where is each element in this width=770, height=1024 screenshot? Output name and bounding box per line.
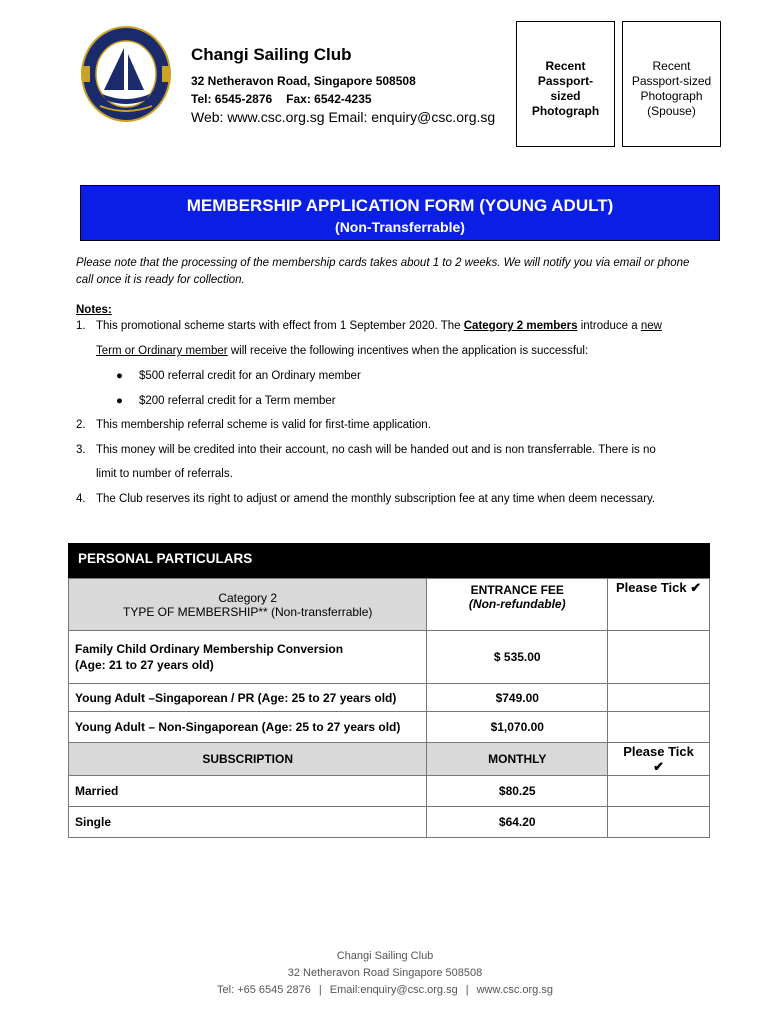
membership-fee-table <box>68 578 710 838</box>
bullet-icon: ● <box>116 370 123 382</box>
personal-particulars-heading: PERSONAL PARTICULARS <box>68 543 710 578</box>
club-name: Changi Sailing Club <box>191 45 352 64</box>
club-info <box>191 45 495 125</box>
table-row: Single $64.20 <box>69 807 710 838</box>
notes-section: Notes: 1. This promotional scheme starts with effect from 1 September 2020. The Category 2 members introduce a new Term or Ordinary member will receive the following incentives when the application is successful: ● $500 referral credit for an Ordinary member ● $200 referral credit for a Term member 2. This membership referral scheme is valid for first-time application. 3. This money will be credited into their account, no cash will be handed out and is non transferrable. There is no limit to number of referrals. 4. The Club reserves its right to adjust or amend the monthly subscription fee at any time when deem necessary. <box>76 304 716 316</box>
tick-cell[interactable] <box>608 712 710 743</box>
col-please-tick: Please Tick ✔ <box>608 579 710 631</box>
tick-cell[interactable] <box>608 631 710 684</box>
form-title-band <box>80 185 720 241</box>
club-logo <box>80 24 172 128</box>
notes-heading: Notes: <box>76 304 112 316</box>
club-web-email: Web: www.csc.org.sg Email: enquiry@csc.org.sg <box>191 109 496 125</box>
table-header-row <box>69 579 710 631</box>
intro-note: Please note that the processing of the membership cards takes about 1 to 2 weeks. We will notify you via email or phone call once it is ready for collection. <box>76 257 690 286</box>
table-row: Family Child Ordinary Membership Conversion (Age: 21 to 27 years old) $ 535.00 <box>69 631 710 684</box>
tick-cell[interactable] <box>608 684 710 712</box>
photo-box-applicant[interactable]: Recent Passport- sized Photograph <box>516 21 615 147</box>
col-membership-type: Category 2 TYPE OF MEMBERSHIP** (Non-transferrable) <box>69 579 427 631</box>
subscription-header-row: SUBSCRIPTION MONTHLY Please Tick ✔ <box>69 743 710 776</box>
page-footer: Changi Sailing Club 32 Netheravon Road Singapore 508508 Tel: +65 6545 2876 | Email:enquiry@csc.org.sg | www.csc.org.sg <box>217 950 553 996</box>
club-fax: Fax: 6542-4235 <box>286 92 372 106</box>
tick-cell[interactable] <box>608 776 710 807</box>
bullet-icon: ● <box>116 395 123 407</box>
club-phone-line <box>191 92 495 106</box>
photo-box-spouse[interactable]: Recent Passport-sized Photograph (Spouse) <box>622 21 721 147</box>
form-title: MEMBERSHIP APPLICATION FORM (YOUNG ADULT) <box>186 196 614 215</box>
col-entrance-fee: ENTRANCE FEE (Non-refundable) <box>427 579 608 631</box>
table-row: Married $80.25 <box>69 776 710 807</box>
tick-cell[interactable] <box>608 807 710 838</box>
club-address: 32 Netheravon Road, Singapore 508508 <box>191 74 416 88</box>
note-bullet-1: ● $500 referral credit for an Ordinary member <box>116 370 361 382</box>
check-icon: ✔ <box>653 759 665 774</box>
form-subtitle: (Non-Transferrable) <box>335 219 465 235</box>
table-row: Young Adult –Singaporean / PR (Age: 25 to 27 years old) $749.00 <box>69 684 710 712</box>
club-tel: Tel: 6545-2876 <box>191 92 273 106</box>
table-row: Young Adult – Non-Singaporean (Age: 25 to 27 years old) $1,070.00 <box>69 712 710 743</box>
note-bullet-2: ● $200 referral credit for a Term member <box>116 395 336 407</box>
